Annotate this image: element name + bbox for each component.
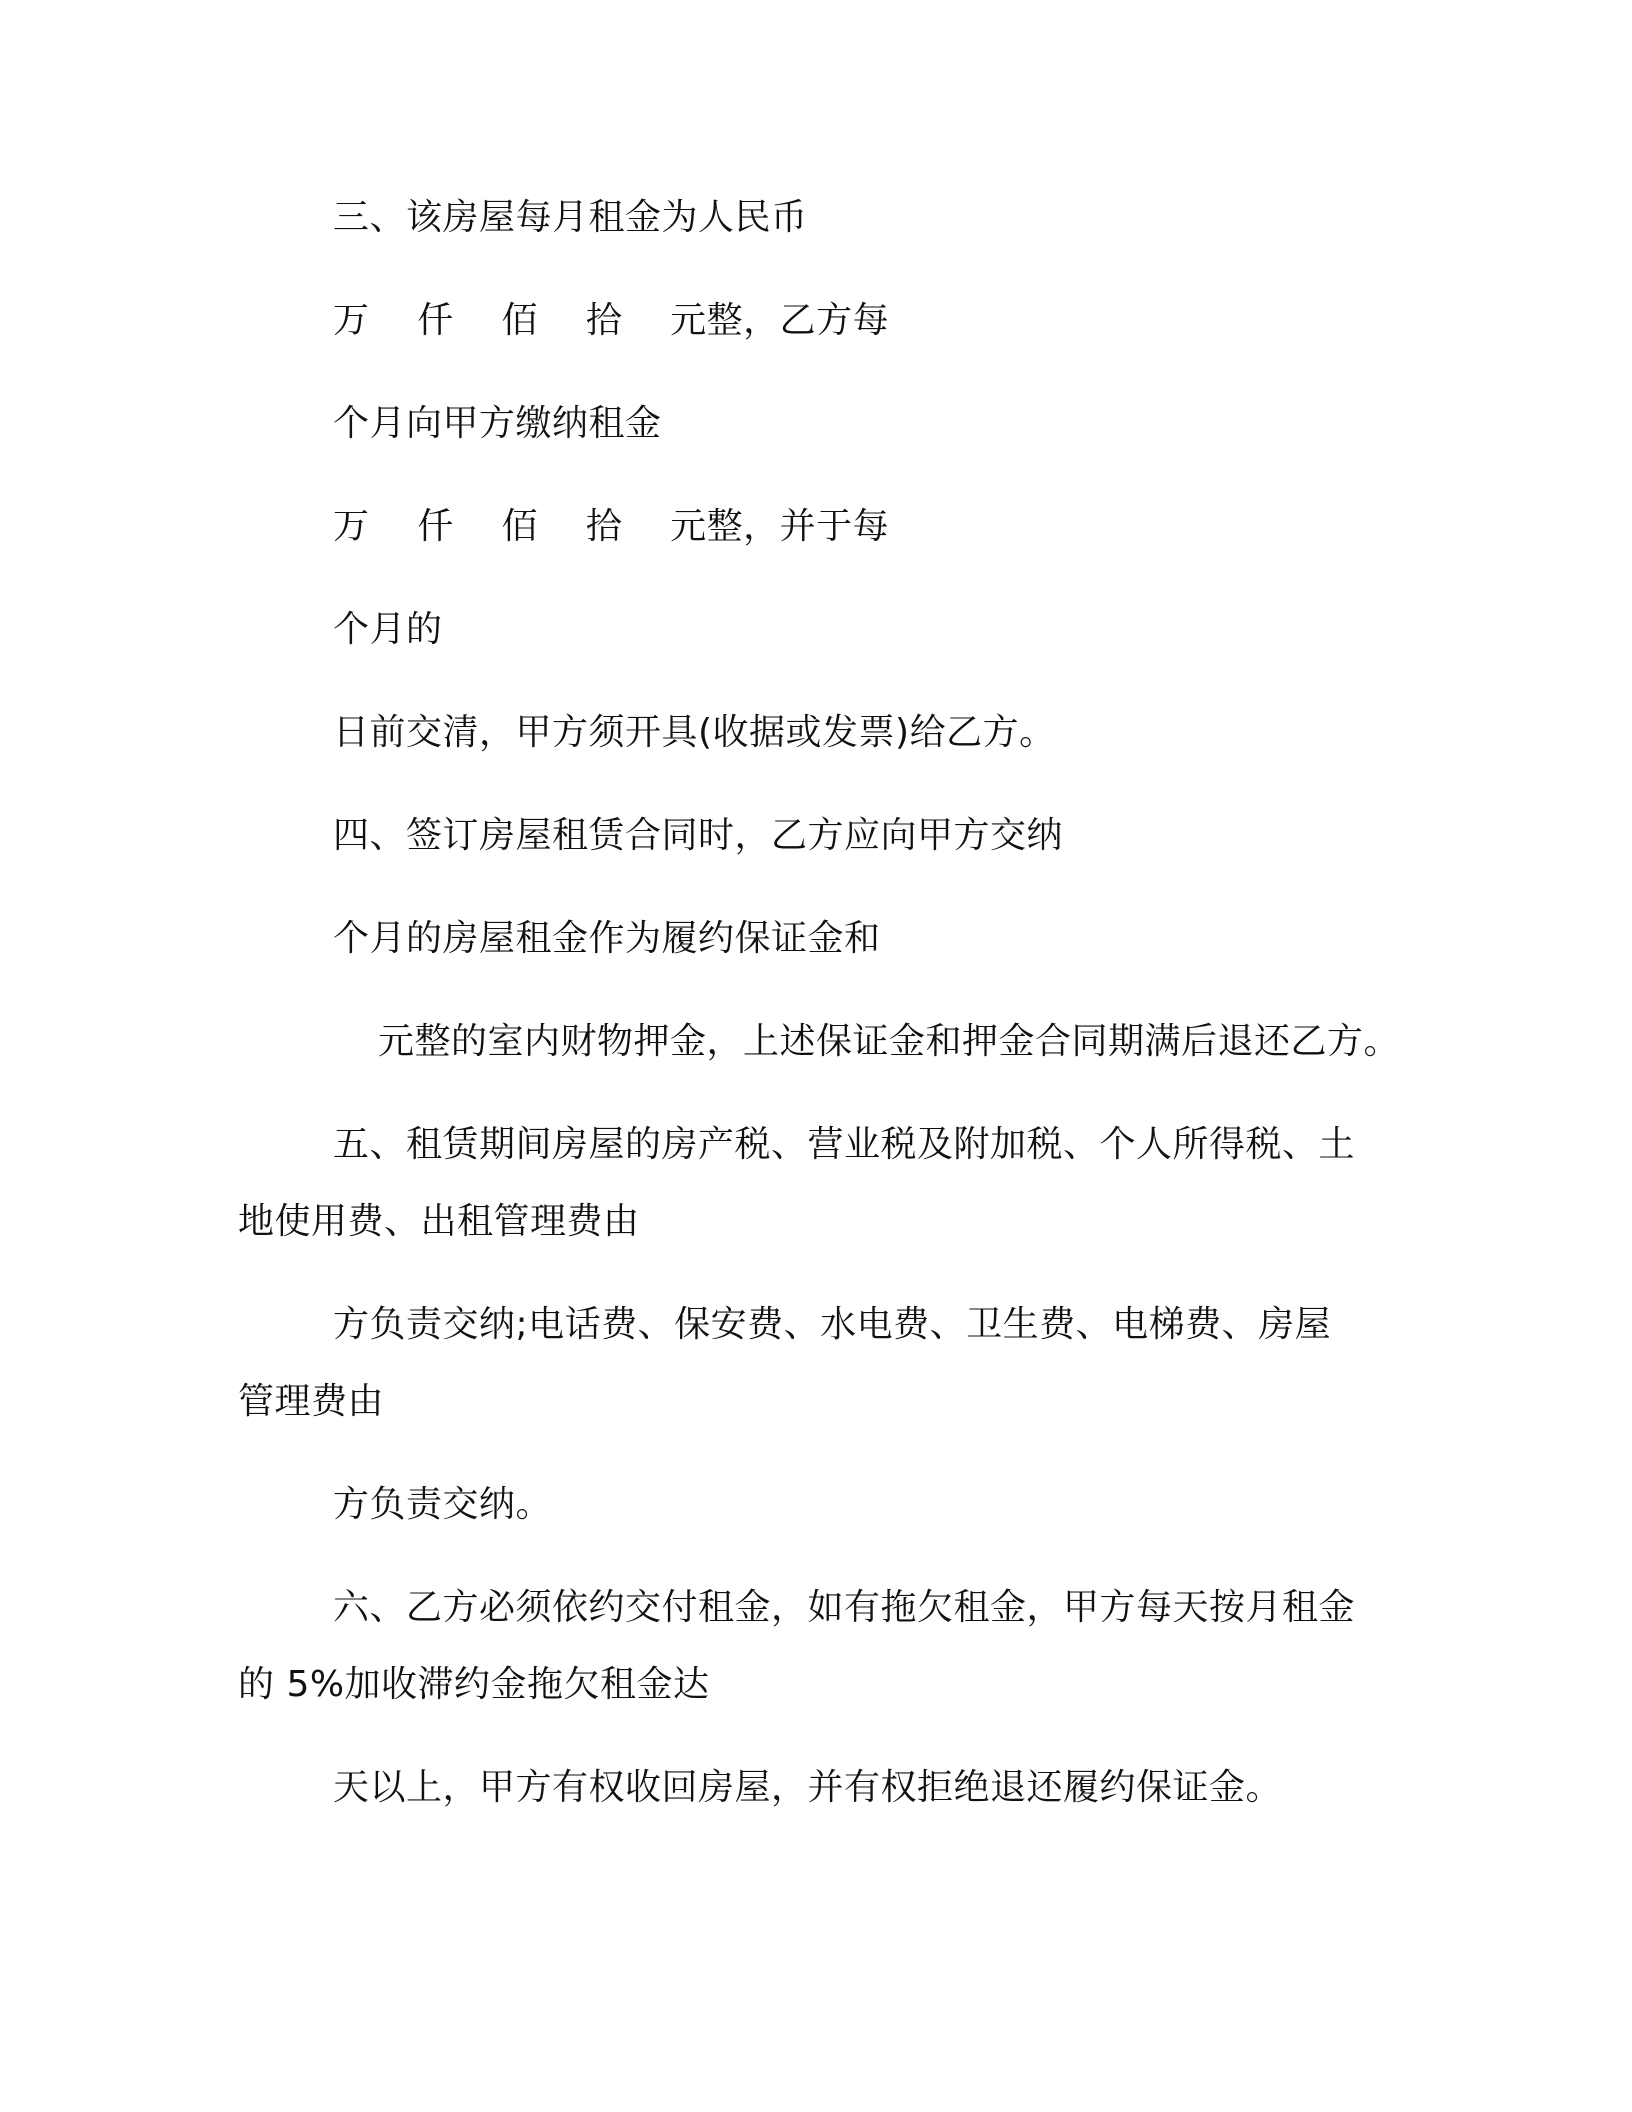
text-line-1: 三、该房屋每月租金为人民币 [333, 197, 808, 238]
text-line-10: 五、租赁期间房屋的房产税、营业税及附加税、个人所得税、土 [333, 1124, 1356, 1165]
text-line-6: 日前交清，甲方须开具(收据或发票)给乙方。 [333, 712, 1056, 753]
text-line-8: 个月的房屋租金作为履约保证金和 [333, 918, 881, 959]
text-line-9: 元整的室内财物押金，上述保证金和押金合同期满后退还乙方。 [378, 1021, 1401, 1062]
text-line-2: 万 仟 佰 拾 元整，乙方每 [333, 300, 890, 341]
text-line-17: 天以上，甲方有权收回房屋，并有权拒绝退还履约保证金。 [333, 1767, 1283, 1808]
text-line-13: 管理费由 [238, 1381, 385, 1422]
text-line-15: 六、乙方必须依约交付租金，如有拖欠租金，甲方每天按月租金 [333, 1587, 1356, 1628]
text-line-14: 方负责交纳。 [333, 1484, 553, 1525]
text-line-16: 的 5%加收滞约金拖欠租金达 [238, 1664, 710, 1705]
text-line-12: 方负责交纳;电话费、保安费、水电费、卫生费、电梯费、房屋 [333, 1304, 1332, 1345]
text-line-3: 个月向甲方缴纳租金 [333, 403, 662, 444]
text-line-4: 万 仟 佰 拾 元整，并于每 [333, 506, 890, 547]
text-line-11: 地使用费、出租管理费由 [238, 1201, 640, 1242]
text-line-5: 个月的 [333, 609, 443, 650]
text-line-7: 四、签订房屋租赁合同时，乙方应向甲方交纳 [333, 815, 1064, 856]
